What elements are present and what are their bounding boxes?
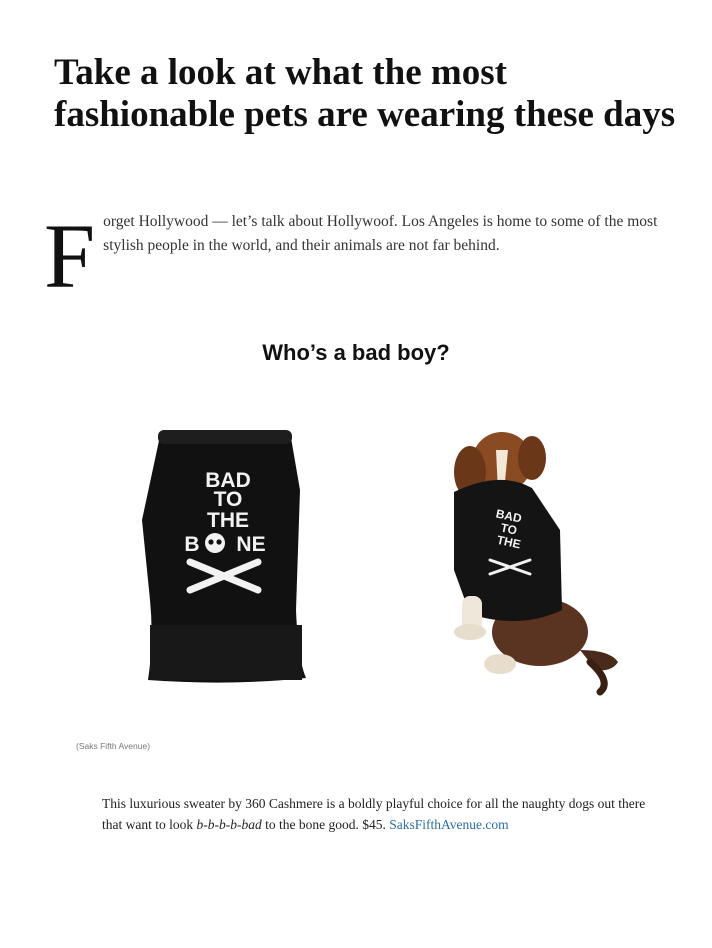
intro-paragraph: orget Hollywood — let’s talk about Hollywoof. Los Angeles is home to some of the most stylish people in the world, and their animals are not far behind.: [103, 213, 658, 254]
sweater-print-line-3: THE: [207, 509, 249, 532]
dog-wearing-sweater-image: [454, 432, 618, 692]
drop-cap: F: [44, 205, 96, 307]
sweater-flat-image: [142, 430, 306, 683]
sweater-print-line-4: NE: [236, 533, 266, 556]
description-price: to the bone good. $45.: [261, 817, 390, 832]
product-figure: [0, 400, 712, 730]
item-title: Who’s a bad boy?: [262, 340, 450, 365]
article-headline: Take a look at what the most fashionable pets are wearing these days: [54, 52, 676, 135]
article-intro: [44, 205, 694, 307]
svg-text:THE: THE: [495, 532, 523, 552]
svg-text:TO: TO: [499, 520, 519, 538]
sweater-print-line-1: BAD: [205, 469, 251, 492]
store-link[interactable]: SaksFifthAvenue.com: [389, 817, 509, 832]
dog-sweater-print: BAD: [494, 506, 524, 526]
sweater-print-letter-b: B: [184, 533, 200, 556]
skull-icon: [205, 533, 225, 553]
image-credit: (Saks Fifth Avenue): [76, 741, 151, 751]
sweater-print-line-2: TO: [213, 488, 243, 511]
description-text: This luxurious sweater by 360 Cashmere is a boldly playful choice for all the naughty dogs out there that want to look: [102, 796, 646, 832]
product-description: [102, 793, 662, 835]
description-emphasis: b-b-b-b-bad: [196, 817, 262, 832]
